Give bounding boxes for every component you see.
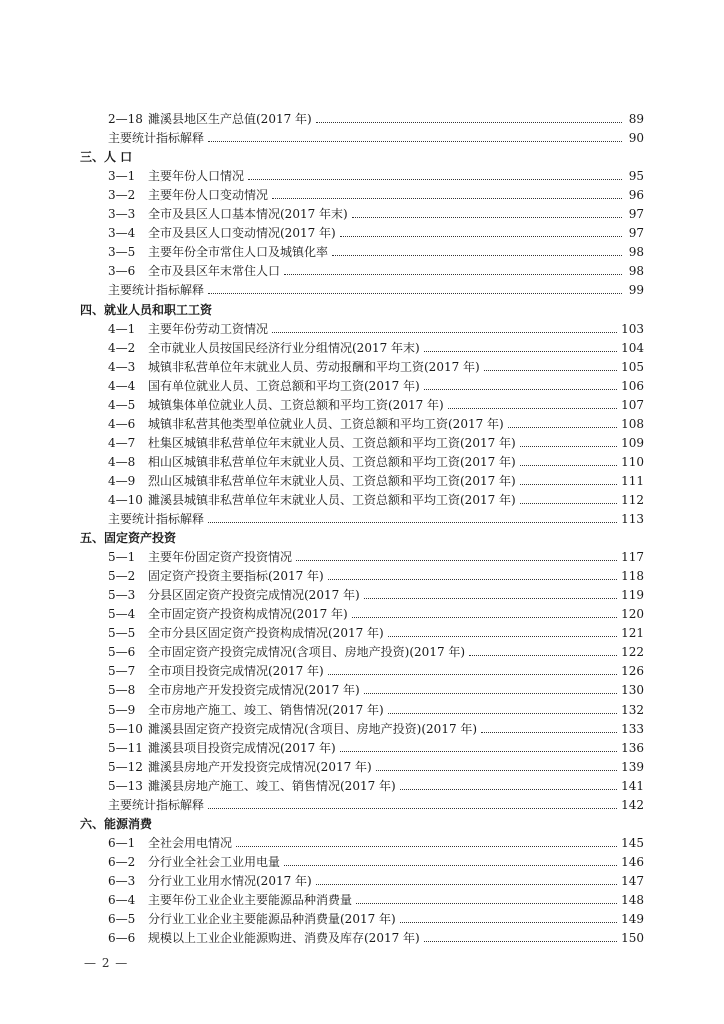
toc-entry-title: 主要年份人口情况 [148, 169, 245, 184]
toc-entry-number: 3—2 [108, 188, 136, 203]
dot-leader [340, 235, 622, 237]
toc-note-entry [80, 793, 644, 812]
toc-entry-title: 全市及县区年末常住人口 [148, 264, 281, 279]
toc-page-number: 105 [621, 359, 644, 374]
toc-entry [80, 488, 644, 507]
toc-entry-number: 2—18 [108, 112, 143, 127]
toc-entry [80, 717, 644, 736]
toc-entry-title: 濉溪县房地产开发投资完成情况(2017 年) [148, 759, 372, 774]
toc-entry [80, 869, 644, 888]
toc-page-number: 130 [621, 683, 644, 698]
toc-entry [80, 583, 644, 602]
toc-entry [80, 317, 644, 336]
toc-entry-title: 全市及县区人口基本情况(2017 年末) [148, 207, 348, 222]
toc-entry-title: 主要统计指标解释 [108, 797, 205, 812]
dot-leader [248, 178, 622, 180]
toc-entry-title: 四、就业人员和职工工资 [80, 302, 213, 317]
toc-page-number: 107 [621, 397, 644, 412]
toc-page-number: 147 [621, 873, 644, 888]
toc-entry [80, 907, 644, 926]
dot-leader [316, 121, 622, 123]
toc-entry [80, 621, 644, 640]
toc-page-number: 142 [621, 797, 644, 812]
toc-page-number: 113 [621, 512, 644, 527]
toc-entry [80, 221, 644, 240]
toc-entry-number: 3—6 [108, 264, 136, 279]
dot-leader [356, 902, 617, 904]
toc-entry-title: 国有单位就业人员、工资总额和平均工资(2017 年) [148, 378, 420, 393]
toc-page-number: 97 [628, 226, 644, 241]
toc-entry-title: 三、人 口 [80, 150, 133, 165]
toc-page-number: 133 [621, 721, 644, 736]
toc-entry-number: 5—13 [108, 778, 143, 793]
toc-entry-title: 全市房地产施工、竣工、销售情况(2017 年) [148, 702, 384, 717]
toc-entry-title: 主要统计指标解释 [108, 131, 205, 146]
toc-entry [80, 259, 644, 278]
table-of-contents [80, 107, 644, 945]
toc-page-number: 112 [621, 492, 644, 507]
toc-section-heading [80, 145, 644, 164]
toc-entry-title: 全市及县区人口变动情况(2017 年) [148, 226, 336, 241]
toc-entry [80, 164, 644, 183]
dot-leader [481, 731, 617, 733]
toc-entry-number: 5—7 [108, 664, 136, 679]
dot-leader [332, 254, 622, 256]
dot-leader [352, 616, 617, 618]
toc-entry-title: 烈山区城镇非私营单位年末就业人员、工资总额和平均工资(2017 年) [148, 473, 516, 488]
dot-leader [352, 216, 622, 218]
toc-entry-number: 5—8 [108, 683, 136, 698]
toc-entry [80, 602, 644, 621]
dot-leader [376, 769, 617, 771]
toc-entry-number: 5—4 [108, 607, 136, 622]
dot-leader [388, 712, 617, 714]
toc-entry-number: 5—11 [108, 740, 143, 755]
dot-leader [328, 673, 617, 675]
toc-entry [80, 450, 644, 469]
toc-entry-title: 主要统计指标解释 [108, 512, 205, 527]
toc-page-number: 106 [621, 378, 644, 393]
toc-page-number: 119 [621, 588, 644, 603]
toc-page-number: 111 [621, 473, 644, 488]
dot-leader [520, 502, 617, 504]
dot-leader [284, 273, 622, 275]
toc-entry-title: 全市固定资产投资构成情况(2017 年) [148, 607, 348, 622]
toc-entry-number: 3—4 [108, 226, 136, 241]
dot-leader [520, 464, 617, 466]
toc-entry-number: 4—8 [108, 454, 136, 469]
toc-entry [80, 926, 644, 945]
toc-section-heading [80, 297, 644, 316]
toc-page-number: 121 [621, 626, 644, 641]
toc-entry-title: 城镇非私营单位年末就业人员、劳动报酬和平均工资(2017 年) [148, 359, 480, 374]
toc-entry-title: 固定资产投资主要指标(2017 年) [148, 569, 324, 584]
toc-entry [80, 240, 644, 259]
toc-page-number: 104 [621, 340, 644, 355]
toc-entry-title: 相山区城镇非私营单位年末就业人员、工资总额和平均工资(2017 年) [148, 454, 516, 469]
toc-entry-title: 主要年份工业企业主要能源品种消费量 [148, 892, 353, 907]
toc-entry-title: 全社会用电情况 [148, 835, 233, 850]
toc-page-number: 150 [621, 931, 644, 946]
dot-leader [340, 750, 617, 752]
toc-entry-number: 4—10 [108, 492, 143, 507]
toc-page-number: 139 [621, 759, 644, 774]
toc-entry-title: 全市项目投资完成情况(2017 年) [148, 664, 324, 679]
toc-entry-number: 6—3 [108, 873, 136, 888]
toc-entry-number: 3—3 [108, 207, 136, 222]
toc-page-number: 136 [621, 740, 644, 755]
toc-entry-title: 分行业全社会工业用电量 [148, 854, 281, 869]
dot-leader [448, 407, 617, 409]
toc-note-entry [80, 507, 644, 526]
dot-leader [272, 197, 622, 199]
toc-entry-title: 分行业工业用水情况(2017 年) [148, 873, 312, 888]
dot-leader [400, 921, 617, 923]
toc-entry-title: 主要年份全市常住人口及城镇化率 [148, 245, 329, 260]
toc-page-number: 96 [628, 188, 644, 203]
toc-entry-title: 分县区固定资产投资完成情况(2017 年) [148, 588, 360, 603]
toc-page-number: 117 [621, 550, 644, 565]
toc-entry-title: 濉溪县城镇非私营单位年末就业人员、工资总额和平均工资(2017 年) [148, 492, 516, 507]
toc-entry-title: 主要统计指标解释 [108, 283, 205, 298]
toc-page-number: 141 [621, 778, 644, 793]
toc-entry-title: 全市就业人员按国民经济行业分组情况(2017 年末) [148, 340, 420, 355]
dot-leader [208, 807, 617, 809]
toc-entry-title: 杜集区城镇非私营单位年末就业人员、工资总额和平均工资(2017 年) [148, 435, 516, 450]
toc-page-number: 108 [621, 416, 644, 431]
toc-entry-number: 4—1 [108, 321, 136, 336]
dot-leader [328, 578, 617, 580]
toc-entry [80, 564, 644, 583]
toc-page-number: 118 [621, 569, 644, 584]
toc-entry [80, 107, 644, 126]
toc-entry [80, 336, 644, 355]
toc-page-number: 132 [621, 702, 644, 717]
toc-entry-number: 6—5 [108, 912, 136, 927]
toc-entry-title: 全市分县区固定资产投资构成情况(2017 年) [148, 626, 384, 641]
toc-entry-number: 4—2 [108, 340, 136, 355]
dot-leader [208, 521, 617, 523]
toc-entry-number: 5—12 [108, 759, 143, 774]
dot-leader [388, 635, 617, 637]
toc-entry [80, 431, 644, 450]
dot-leader [520, 445, 617, 447]
dot-leader [424, 940, 617, 942]
toc-entry [80, 545, 644, 564]
toc-entry-title: 濉溪县项目投资完成情况(2017 年) [148, 740, 336, 755]
toc-page-number: 146 [621, 854, 644, 869]
toc-page-number: 98 [628, 264, 644, 279]
toc-entry-number: 4—4 [108, 378, 136, 393]
dot-leader [364, 597, 617, 599]
toc-entry-number: 5—2 [108, 569, 136, 584]
toc-entry-title: 主要年份人口变动情况 [148, 188, 269, 203]
toc-entry-title: 主要年份劳动工资情况 [148, 321, 269, 336]
dot-leader [508, 426, 617, 428]
dot-leader [284, 864, 617, 866]
dot-leader [316, 883, 617, 885]
toc-entry-title: 濉溪县固定资产投资完成情况(含项目、房地产投资)(2017 年) [148, 721, 478, 736]
toc-entry-number: 3—1 [108, 169, 136, 184]
toc-entry [80, 888, 644, 907]
toc-entry [80, 774, 644, 793]
toc-entry [80, 659, 644, 678]
toc-page-number: 148 [621, 892, 644, 907]
toc-entry [80, 412, 644, 431]
toc-page-number: 103 [621, 321, 644, 336]
toc-page-number: 99 [628, 283, 644, 298]
toc-entry-number: 6—1 [108, 835, 136, 850]
toc-entry [80, 393, 644, 412]
toc-page-number: 89 [628, 112, 644, 127]
toc-entry-number: 4—9 [108, 473, 136, 488]
page-number-footer: — 2 — [84, 956, 129, 970]
toc-entry-number: 5—10 [108, 721, 143, 736]
toc-entry-number: 3—5 [108, 245, 136, 260]
toc-entry-number: 4—7 [108, 435, 136, 450]
toc-entry-title: 濉溪县房地产施工、竣工、销售情况(2017 年) [148, 778, 396, 793]
toc-entry-number: 5—1 [108, 550, 136, 565]
toc-entry [80, 678, 644, 697]
toc-note-entry [80, 126, 644, 145]
dot-leader [272, 331, 617, 333]
toc-entry-title: 全市房地产开发投资完成情况(2017 年) [148, 683, 360, 698]
dot-leader [364, 692, 617, 694]
toc-page-number: 145 [621, 835, 644, 850]
dot-leader [484, 369, 617, 371]
toc-entry-number: 4—3 [108, 359, 136, 374]
toc-entry-title: 濉溪县地区生产总值(2017 年) [148, 112, 312, 127]
toc-entry-title: 主要年份固定资产投资情况 [148, 550, 293, 565]
toc-entry-number: 5—9 [108, 702, 136, 717]
toc-entry-number: 5—3 [108, 588, 136, 603]
toc-page-number: 109 [621, 435, 644, 450]
toc-entry-title: 六、能源消费 [80, 816, 153, 831]
toc-entry [80, 736, 644, 755]
toc-section-heading [80, 812, 644, 831]
toc-entry [80, 469, 644, 488]
toc-entry-number: 4—6 [108, 416, 136, 431]
dot-leader [424, 388, 617, 390]
toc-entry-title: 城镇集体单位就业人员、工资总额和平均工资(2017 年) [148, 397, 444, 412]
toc-entry-title: 五、固定资产投资 [80, 531, 177, 546]
dot-leader [520, 483, 617, 485]
toc-entry [80, 850, 644, 869]
toc-entry-number: 6—6 [108, 931, 136, 946]
toc-entry [80, 355, 644, 374]
toc-entry [80, 640, 644, 659]
toc-page-number: 120 [621, 607, 644, 622]
toc-page-number: 98 [628, 245, 644, 260]
toc-entry-title: 规模以上工业企业能源购进、消费及库存(2017 年) [148, 931, 420, 946]
toc-entry [80, 183, 644, 202]
toc-page-number: 149 [621, 912, 644, 927]
dot-leader [296, 559, 617, 561]
toc-entry-number: 5—5 [108, 626, 136, 641]
toc-entry-number: 4—5 [108, 397, 136, 412]
dot-leader [400, 788, 617, 790]
toc-section-heading [80, 526, 644, 545]
toc-note-entry [80, 278, 644, 297]
toc-entry [80, 831, 644, 850]
dot-leader [236, 845, 617, 847]
dot-leader [424, 350, 617, 352]
toc-entry-number: 6—4 [108, 892, 136, 907]
toc-entry-title: 分行业工业企业主要能源品种消费量(2017 年) [148, 912, 396, 927]
toc-page-number: 126 [621, 664, 644, 679]
toc-entry-number: 6—2 [108, 854, 136, 869]
toc-entry [80, 202, 644, 221]
toc-page-number: 97 [628, 207, 644, 222]
toc-entry [80, 755, 644, 774]
toc-entry [80, 697, 644, 716]
toc-page-number: 122 [621, 645, 644, 660]
toc-entry-number: 5—6 [108, 645, 136, 660]
toc-page-number: 110 [621, 454, 644, 469]
toc-entry-title: 全市固定资产投资完成情况(含项目、房地产投资)(2017 年) [148, 645, 466, 660]
dot-leader [208, 140, 622, 142]
dot-leader [469, 654, 617, 656]
dot-leader [208, 292, 622, 294]
toc-entry [80, 374, 644, 393]
toc-page-number: 95 [628, 169, 644, 184]
toc-entry-title: 城镇非私营其他类型单位就业人员、工资总额和平均工资(2017 年) [148, 416, 504, 431]
toc-page-number: 90 [628, 131, 644, 146]
